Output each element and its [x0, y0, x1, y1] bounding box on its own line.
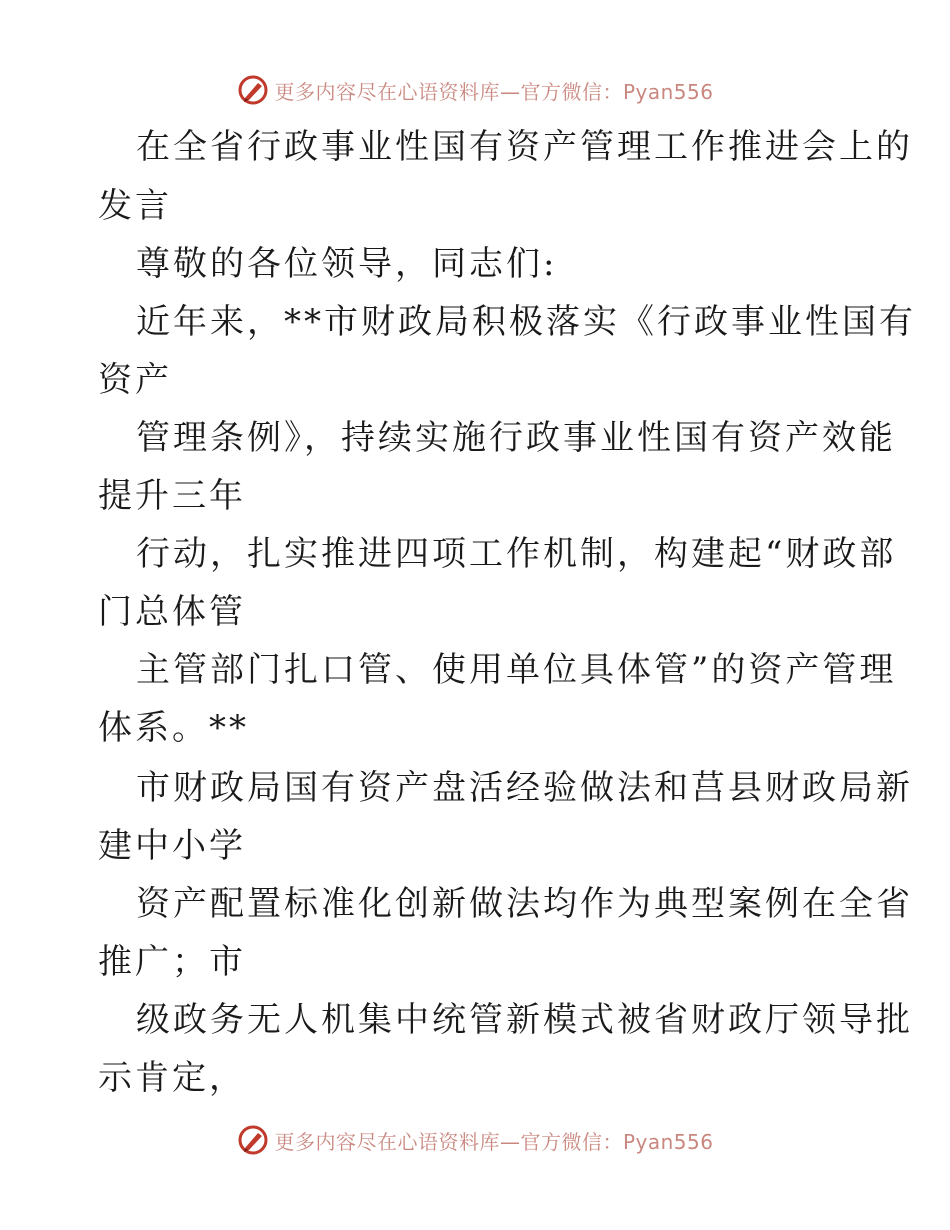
- paragraph-line: 门总体管: [98, 592, 246, 632]
- paragraph-line: 市财政局国有资产盘活经验做法和莒县财政局新: [136, 768, 913, 808]
- paragraph-line: 资产配置标准化创新做法均作为典型案例在全省: [136, 884, 913, 924]
- paragraph-line: 主管部门扎口管、使用单位具体管”的资产管理: [136, 650, 897, 690]
- watermark-text: 更多内容尽在心语资料库—官方微信：Pyan556: [274, 1129, 714, 1154]
- paragraph-line: 体系。**: [98, 708, 249, 748]
- footer-watermark: [0, 1120, 950, 1160]
- paragraph-line: 行动，扎实推进四项工作机制，构建起“财政部: [136, 534, 897, 574]
- pen-logo-icon: [236, 1123, 270, 1157]
- paragraph-line: 推广；市: [98, 942, 246, 982]
- title-line-2: 发言: [98, 186, 172, 226]
- watermark-text: 更多内容尽在心语资料库—官方微信：Pyan556: [274, 79, 714, 104]
- paragraph-line: 资产: [98, 360, 172, 400]
- paragraph-line: 级政务无人机集中统管新模式被省财政厅领导批: [136, 1000, 913, 1040]
- paragraph-line: 管理条例》，持续实施行政事业性国有资产效能: [136, 418, 896, 458]
- paragraph-line: 示肯定，: [98, 1058, 246, 1098]
- title-line-1: 在全省行政事业性国有资产管理工作推进会上的: [136, 127, 913, 167]
- salutation: 尊敬的各位领导，同志们:: [136, 244, 558, 284]
- paragraph-line: 建中小学: [98, 826, 246, 866]
- paragraph-line: 近年来，**市财政局积极落实《行政事业性国有: [136, 302, 916, 342]
- paragraph-line: 提升三年: [98, 476, 246, 516]
